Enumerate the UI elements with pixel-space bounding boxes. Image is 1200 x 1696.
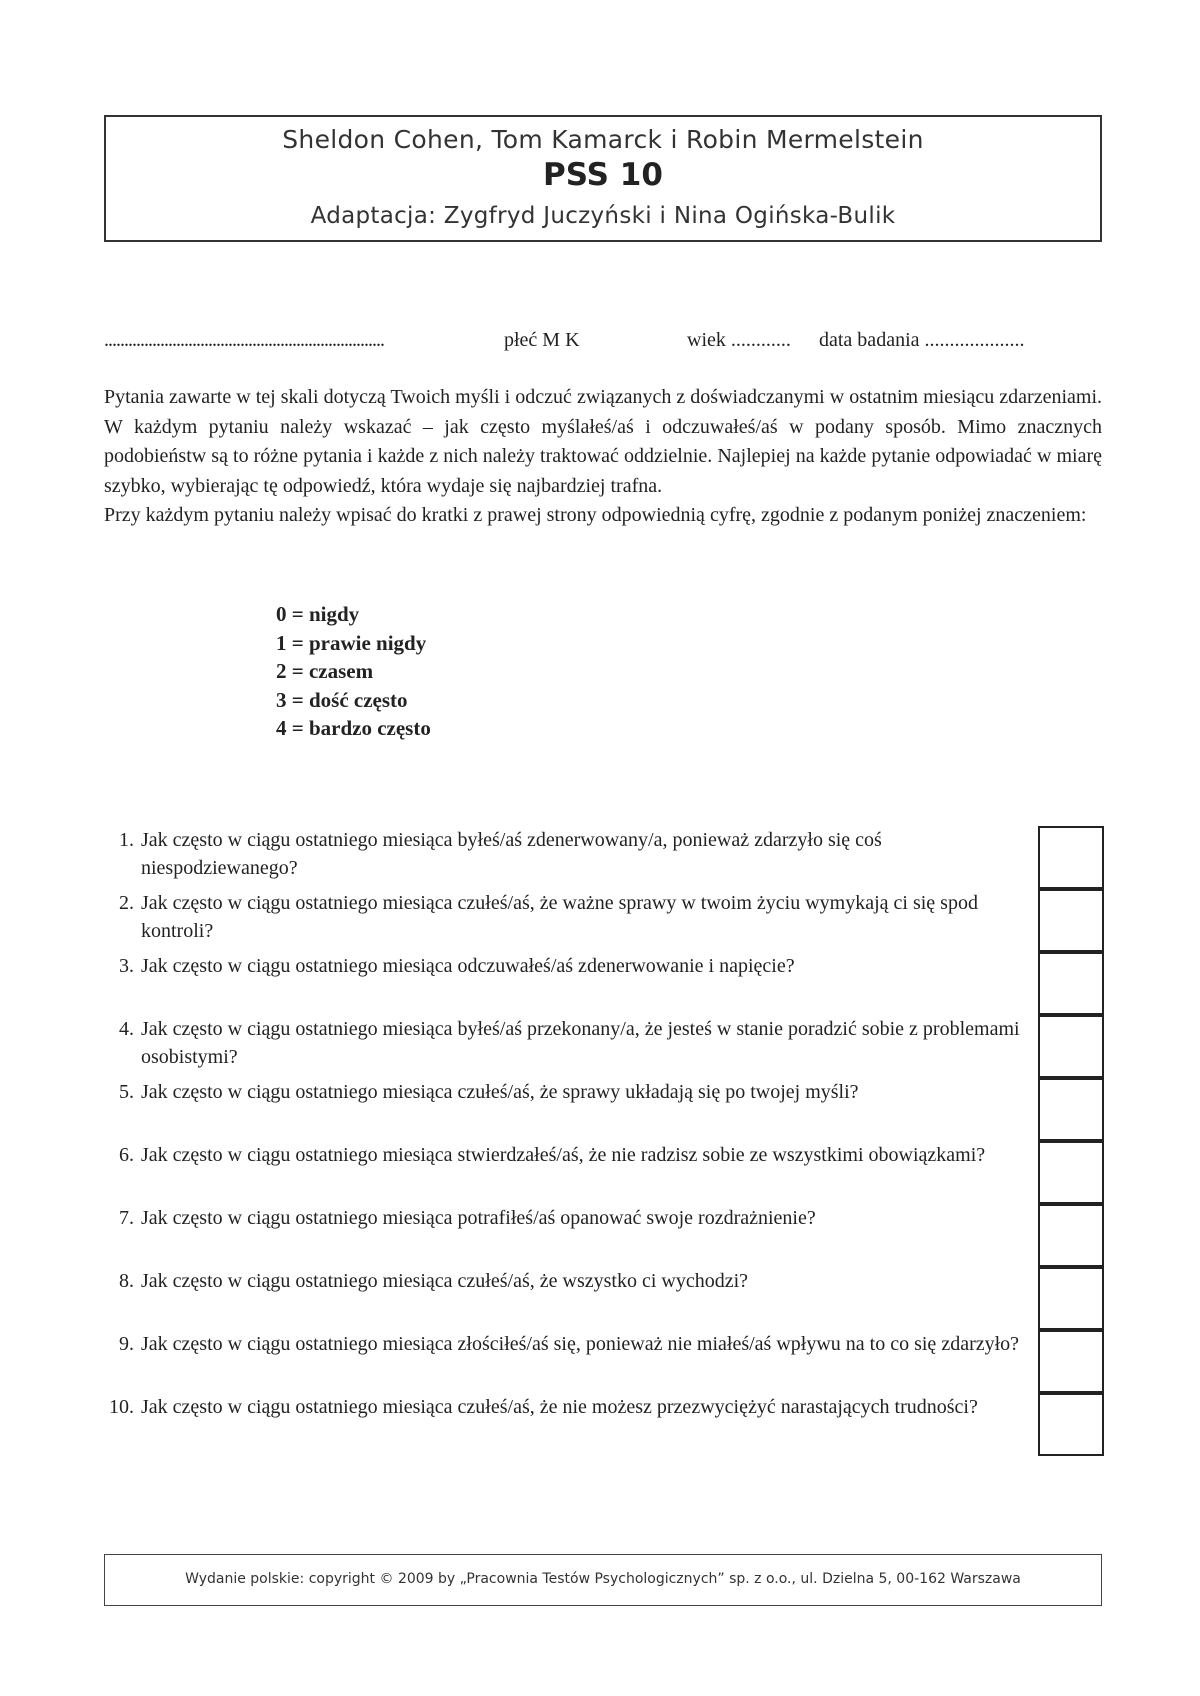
answer-box-5[interactable]	[1038, 1078, 1104, 1141]
scale-item-4: 4 = bardzo często	[276, 716, 431, 740]
answer-box-10[interactable]	[1038, 1393, 1104, 1456]
question-text: Jak często w ciągu ostatniego miesiąca stwierdzałeś/aś, że nie radzisz sobie ze wszystkimi obowiązkami?	[141, 1144, 986, 1166]
question-number: 6.	[119, 1144, 134, 1166]
question-text: Jak często w ciągu ostatniego miesiąca odczuwałeś/aś zdenerwowanie i napięcie?	[141, 955, 795, 977]
name-field[interactable]: ......................................................................	[104, 329, 384, 351]
answer-box-1[interactable]	[1038, 826, 1104, 889]
question-text: Jak często w ciągu ostatniego miesiąca złościłeś/aś się, ponieważ nie miałeś/aś wpływu na to co się zdarzyło?	[141, 1333, 1020, 1355]
question-text: Jak często w ciągu ostatniego miesiąca czułeś/aś, że nie możesz przezwyciężyć narastających trudności?	[141, 1396, 978, 1418]
instructions-paragraph-1: Pytania zawarte w tej skali dotyczą Twoich myśli i odczuć związanych z doświadczanymi w ostatnim miesiącu zdarzeniami. W każdym pytaniu należy wskazać – jak często myślałeś/aś i odczuwałeś/aś w podany sposób. Mimo znacznych podobieństw są to różne pytania i każde z nich należy traktować oddzielnie. Najlepiej na każde pytanie odpowiadać w miarę szybko, wybierając tę odpowiedź, która wydaje się najbardziej trafna.	[104, 386, 1102, 497]
copyright-footer	[104, 1554, 1102, 1606]
scale-item-1: 1 = prawie nigdy	[276, 630, 427, 655]
test-name: PSS 10	[543, 157, 663, 193]
scale-item-0: 0 = nigdy	[276, 602, 360, 626]
question-text: Jak często w ciągu ostatniego miesiąca czułeś/aś, że ważne sprawy w twoim życiu wymykają ci się spod kontroli?	[141, 892, 978, 942]
sex-field[interactable]: płeć M K	[504, 329, 580, 351]
question-number: 10.	[109, 1396, 134, 1418]
question-number: 1.	[119, 829, 134, 851]
adaptation-credit: Adaptacja: Zygfryd Juczyński i Nina Ogińska-Bulik	[310, 203, 896, 229]
answer-box-2[interactable]	[1038, 889, 1104, 952]
authors: Sheldon Cohen, Tom Kamarck i Robin Mermelstein	[282, 125, 924, 154]
question-text: Jak często w ciągu ostatniego miesiąca byłeś/aś zdenerwowany/a, ponieważ zdarzyło się coś niespodziewanego?	[141, 829, 882, 879]
question-text: Jak często w ciągu ostatniego miesiąca byłeś/aś przekonany/a, że jesteś w stanie poradzić sobie z problemami osobistymi?	[141, 1018, 1020, 1068]
answer-scale	[276, 600, 431, 743]
answer-box-3[interactable]	[1038, 952, 1104, 1015]
copyright-text: Wydanie polskie: copyright © 2009 by „Pracownia Testów Psychologicznych” sp. z o.o., ul. Dzielna 5, 00-162 Warszawa	[185, 1571, 1021, 1587]
exam-date-field[interactable]: data badania ....................	[819, 329, 1025, 351]
answer-box-6[interactable]	[1038, 1141, 1104, 1204]
respondent-form-line	[104, 329, 1104, 359]
scale-item-2: 2 = czasem	[276, 659, 374, 683]
scale-item-3: 3 = dość często	[276, 687, 408, 712]
question-text: Jak często w ciągu ostatniego miesiąca czułeś/aś, że sprawy układają się po twojej myśli?	[141, 1081, 859, 1103]
answer-box-8[interactable]	[1038, 1267, 1104, 1330]
instructions	[104, 383, 1102, 531]
question-number: 8.	[119, 1270, 134, 1292]
header-box	[104, 115, 1102, 242]
answer-box-9[interactable]	[1038, 1330, 1104, 1393]
question-text: Jak często w ciągu ostatniego miesiąca czułeś/aś, że wszystko ci wychodzi?	[141, 1270, 749, 1292]
question-number: 3.	[119, 955, 134, 977]
question-number: 5.	[119, 1081, 134, 1103]
instructions-paragraph-2: Przy każdym pytaniu należy wpisać do kratki z prawej strony odpowiednią cyfrę, zgodnie z podanym poniżej znaczeniem:	[104, 504, 1087, 526]
question-text: Jak często w ciągu ostatniego miesiąca potrafiłeś/aś opanować swoje rozdrażnienie?	[141, 1207, 816, 1229]
question-number: 2.	[119, 892, 134, 914]
question-number: 9.	[119, 1333, 134, 1355]
question-number: 4.	[119, 1018, 134, 1040]
answer-box-7[interactable]	[1038, 1204, 1104, 1267]
answer-box-4[interactable]	[1038, 1015, 1104, 1078]
age-field[interactable]: wiek ............	[687, 329, 791, 351]
question-number: 7.	[119, 1207, 134, 1229]
